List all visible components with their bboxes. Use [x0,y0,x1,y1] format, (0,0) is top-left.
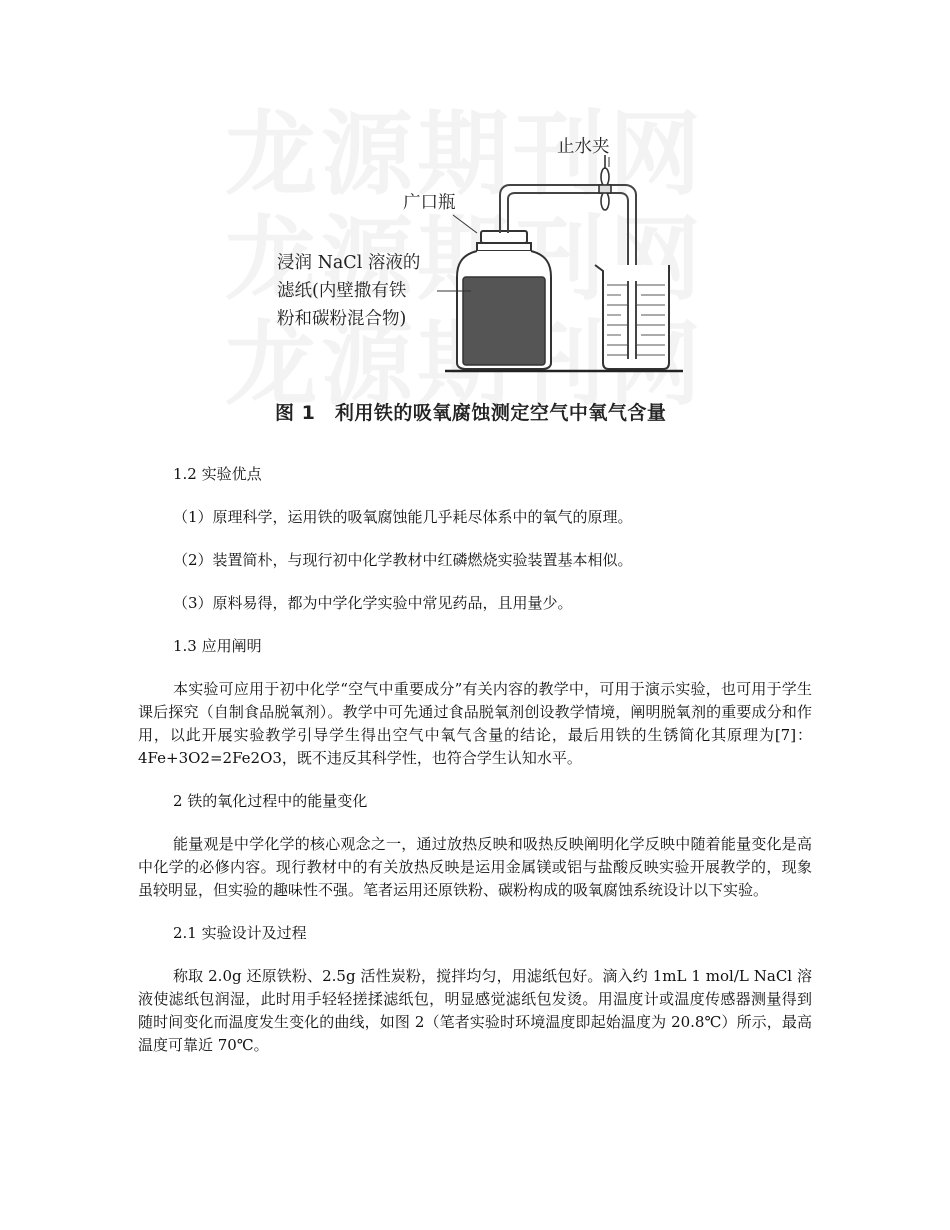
advantage-item-1: （1）原理科学，运用铁的吸氧腐蚀能几乎耗尽体系中的氧气的原理。 [173,508,633,526]
label-bottle: 广口瓶 [403,193,456,213]
filter-paper-lining [463,277,545,365]
figure-1 [215,105,735,435]
advantage-item-3: （3）原料易得，都为中学化学实验中常见药品，且用量少。 [173,594,573,612]
beaker [595,265,669,369]
section-heading-2: 2 铁的氧化过程中的能量变化 [173,792,368,810]
section-heading-2-1: 2.1 实验设计及过程 [173,924,307,942]
section-heading-1-3: 1.3 应用阐明 [173,637,262,655]
body-text [138,463,812,1057]
label-filter-line1: 浸润 NaCl 溶液的 [277,253,421,273]
paragraph-energy: 能量观是中学化学的核心观念之一，通过放热反映和吸热反映阐明化学反映中随着能量变化是高中化学的必修内容。现行教材中的有关放热反映是运用金属镁或铝与盐酸反映实验开展教学的，现象虽较明显，但实验的趣味性不强。笔者运用还原铁粉、碳粉构成的吸氧腐蚀系统设计以下实验。 [138,835,812,899]
label-filter-line3: 粉和碳粉混合物) [277,309,407,329]
apparatus-drawing [215,105,735,395]
label-filter-line2: 滤纸(内壁撒有铁 [277,281,407,301]
paragraph-application: 本实验可应用于初中化学“空气中重要成分”有关内容的教学中，可用于演示实验，也可用于学生课后探究（自制食品脱氧剂）。教学中可先通过食品脱氧剂创设教学情境，阐明脱氧剂的重要成分和作用，以此开展实验教学引导学生得出空气中氧气含量的结论，最后用铁的生锈简化其原理为[7]：4Fe+3O2=2Fe2O3，既不违反其科学性，也符合学生认知水平。 [138,680,812,767]
figure-caption: 图 1 利用铁的吸氧腐蚀测定空气中氧气含量 [275,402,667,424]
pointer-bottle [453,215,477,233]
section-heading-1-2: 1.2 实验优点 [173,465,262,483]
label-clamp: 止水夹 [557,137,610,157]
paragraph-experiment: 称取 2.0g 还原铁粉、2.5g 活性炭粉，搅拌均匀，用滤纸包好。滴入约 1mL 1 mol/L NaCl 溶液使滤纸包润湿，此时用手轻轻搓揉滤纸包，明显感觉滤纸包发烫。用温度计或温度传感器测量得到随时间变化而温度发生变化的曲线，如图 2（笔者实验时环境温度即起始温度为 20.8℃）所示，最高温度可靠近 70℃。 [138,967,812,1054]
advantage-item-2: （2）装置简朴，与现行初中化学教材中红磷燃烧实验装置基本相似。 [173,551,633,569]
